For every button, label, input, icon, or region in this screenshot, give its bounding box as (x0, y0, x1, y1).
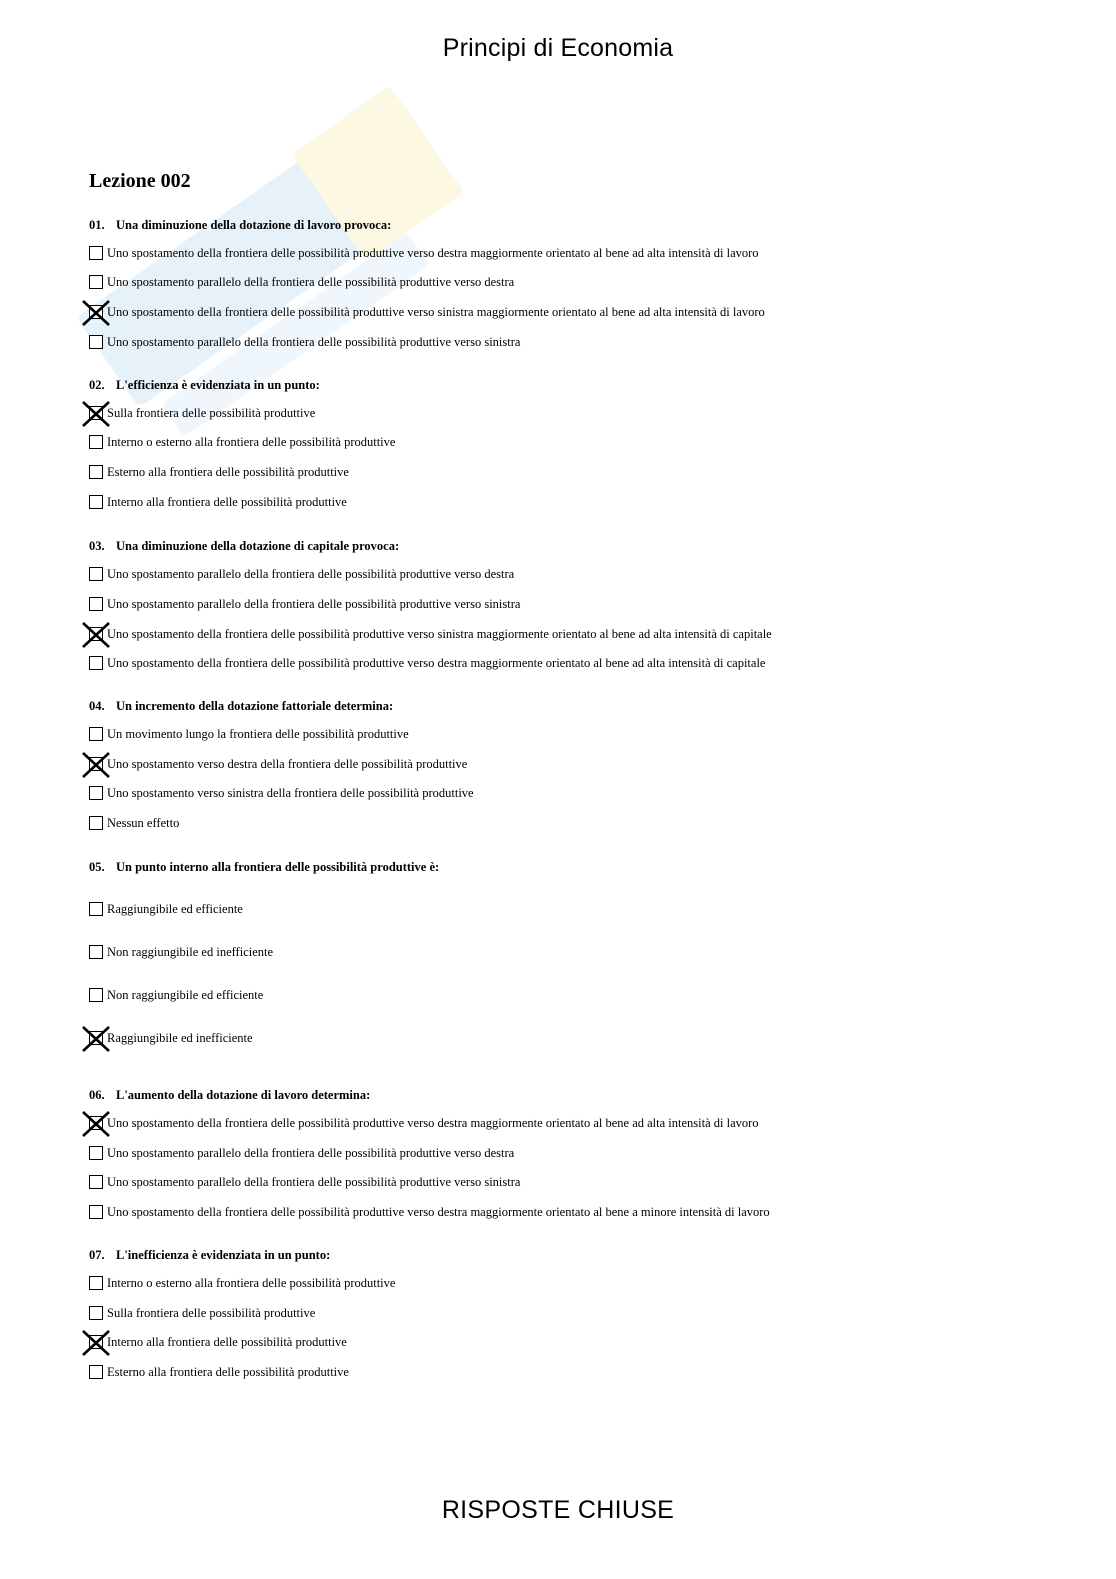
checkbox[interactable] (89, 1175, 103, 1189)
answer-option[interactable] (89, 1305, 1049, 1321)
answer-text: Uno spostamento parallelo della frontiera delle possibilità produttive verso sinistra (107, 1175, 521, 1189)
answer-option[interactable] (89, 1364, 1049, 1380)
answer-text: Uno spostamento verso sinistra della frontiera delle possibilità produttive (107, 786, 474, 800)
checkbox[interactable] (89, 816, 103, 830)
answer-text: Uno spostamento della frontiera delle possibilità produttive verso sinistra maggiormente orientato al bene ad alta intensità di capitale (107, 627, 772, 641)
checkbox[interactable] (89, 1365, 103, 1379)
question-title (89, 1247, 1049, 1263)
answer-option[interactable] (89, 334, 1049, 350)
question-text: Un incremento della dotazione fattoriale determina: (116, 699, 394, 713)
answer-text: Non raggiungibile ed efficiente (107, 988, 264, 1002)
answer-option[interactable] (89, 987, 1049, 1003)
answer-text: Uno spostamento parallelo della frontiera delle possibilità produttive verso destra (107, 275, 515, 289)
answer-option[interactable] (89, 756, 1049, 772)
question-text: Una diminuzione della dotazione di lavoro provoca: (116, 218, 392, 232)
question-number: 07. (89, 1248, 105, 1262)
checkbox[interactable] (89, 465, 103, 479)
checkbox[interactable] (89, 275, 103, 289)
answer-option[interactable] (89, 405, 1049, 421)
question-text: Una diminuzione della dotazione di capitale provoca: (116, 539, 400, 553)
answer-option[interactable] (89, 815, 1049, 831)
answer-text: Un movimento lungo la frontiera delle possibilità produttive (107, 727, 409, 741)
answer-text: Sulla frontiera delle possibilità produttive (107, 1306, 316, 1320)
question-number: 03. (89, 539, 105, 553)
answer-text: Nessun effetto (107, 816, 180, 830)
answer-option[interactable] (89, 1174, 1049, 1190)
answer-option[interactable] (89, 1030, 1049, 1046)
question-text: L'aumento della dotazione di lavoro determina: (116, 1088, 371, 1102)
checkbox[interactable] (89, 435, 103, 449)
answer-text: Interno o esterno alla frontiera delle possibilità produttive (107, 435, 396, 449)
page-title: Principi di Economia (442, 34, 674, 62)
checkbox[interactable] (89, 335, 103, 349)
answer-text: Uno spostamento della frontiera delle possibilità produttive verso destra maggiormente orientato al bene ad alta intensità di capitale (107, 656, 766, 670)
answer-option[interactable] (89, 304, 1049, 320)
answer-text: Uno spostamento della frontiera delle possibilità produttive verso destra maggiormente orientato al bene ad alta intensità di lavoro (107, 1116, 759, 1130)
answer-option[interactable] (89, 1334, 1049, 1350)
answer-text: Esterno alla frontiera delle possibilità produttive (107, 465, 349, 479)
answer-option[interactable] (89, 1204, 1049, 1220)
answer-option[interactable] (89, 494, 1049, 510)
answer-option[interactable] (89, 566, 1049, 582)
question-06 (89, 1087, 1049, 1220)
checkbox[interactable] (89, 988, 103, 1002)
question-02 (89, 377, 1049, 510)
question-title (89, 698, 1049, 714)
question-01 (89, 217, 1049, 350)
answer-text: Non raggiungibile ed inefficiente (107, 945, 274, 959)
answer-option[interactable] (89, 464, 1049, 480)
answer-option[interactable] (89, 596, 1049, 612)
lesson-title: Lezione 002 (89, 170, 191, 192)
question-number: 02. (89, 378, 105, 392)
answer-option[interactable] (89, 434, 1049, 450)
answer-option[interactable] (89, 626, 1049, 642)
answer-text: Raggiungibile ed inefficiente (107, 1031, 253, 1045)
question-title (89, 377, 1049, 393)
question-04 (89, 698, 1049, 831)
answer-text: Interno o esterno alla frontiera delle possibilità produttive (107, 1276, 396, 1290)
answer-option[interactable] (89, 785, 1049, 801)
checkbox[interactable] (89, 786, 103, 800)
answer-text: Raggiungibile ed efficiente (107, 902, 243, 916)
answer-option[interactable] (89, 944, 1049, 960)
answer-option[interactable] (89, 245, 1049, 261)
answer-text: Uno spostamento parallelo della frontiera delle possibilità produttive verso destra (107, 567, 515, 581)
answer-text: Uno spostamento della frontiera delle possibilità produttive verso destra maggiormente orientato al bene ad alta intensità di lavoro (107, 246, 759, 260)
answer-option[interactable] (89, 1145, 1049, 1161)
page-footer: RISPOSTE CHIUSE (441, 1496, 675, 1524)
question-07 (89, 1247, 1049, 1380)
question-title (89, 538, 1049, 554)
answer-text: Uno spostamento parallelo della frontiera delle possibilità produttive verso sinistra (107, 597, 521, 611)
answer-text: Uno spostamento della frontiera delle possibilità produttive verso sinistra maggiormente orientato al bene ad alta intensità di lavoro (107, 305, 765, 319)
answer-text: Uno spostamento della frontiera delle possibilità produttive verso destra maggiormente orientato al bene a minore intensità di lavoro (107, 1205, 770, 1219)
checkbox[interactable] (89, 945, 103, 959)
answer-option[interactable] (89, 726, 1049, 742)
checkbox[interactable] (89, 567, 103, 581)
question-title (89, 1087, 1049, 1103)
answer-text: Uno spostamento parallelo della frontiera delle possibilità produttive verso destra (107, 1146, 515, 1160)
question-text: L'efficienza è evidenziata in un punto: (116, 378, 320, 392)
answer-text: Sulla frontiera delle possibilità produttive (107, 406, 316, 420)
answer-text: Esterno alla frontiera delle possibilità produttive (107, 1365, 349, 1379)
checkbox[interactable] (89, 656, 103, 670)
answer-text: Uno spostamento verso destra della frontiera delle possibilità produttive (107, 757, 468, 771)
checkbox[interactable] (89, 727, 103, 741)
checkbox[interactable] (89, 246, 103, 260)
checkbox[interactable] (89, 902, 103, 916)
answer-option[interactable] (89, 1115, 1049, 1131)
answer-option[interactable] (89, 655, 1049, 671)
question-number: 06. (89, 1088, 105, 1102)
answer-text: Uno spostamento parallelo della frontiera delle possibilità produttive verso sinistra (107, 335, 521, 349)
checkbox[interactable] (89, 1205, 103, 1219)
answer-option[interactable] (89, 1275, 1049, 1291)
question-03 (89, 538, 1049, 671)
answer-option[interactable] (89, 901, 1049, 917)
checkbox[interactable] (89, 1306, 103, 1320)
checkbox[interactable] (89, 1146, 103, 1160)
checkbox[interactable] (89, 495, 103, 509)
answer-option[interactable] (89, 274, 1049, 290)
checkbox[interactable] (89, 1276, 103, 1290)
question-title (89, 859, 1049, 875)
question-text: L'inefficienza è evidenziata in un punto: (116, 1248, 331, 1262)
checkbox[interactable] (89, 597, 103, 611)
question-number: 01. (89, 218, 105, 232)
answer-text: Interno alla frontiera delle possibilità produttive (107, 1335, 347, 1349)
question-text: Un punto interno alla frontiera delle possibilità produttive è: (116, 860, 440, 874)
question-title (89, 217, 1049, 233)
question-number: 04. (89, 699, 105, 713)
question-05 (89, 859, 1049, 1046)
answer-text: Interno alla frontiera delle possibilità produttive (107, 495, 347, 509)
question-number: 05. (89, 860, 105, 874)
